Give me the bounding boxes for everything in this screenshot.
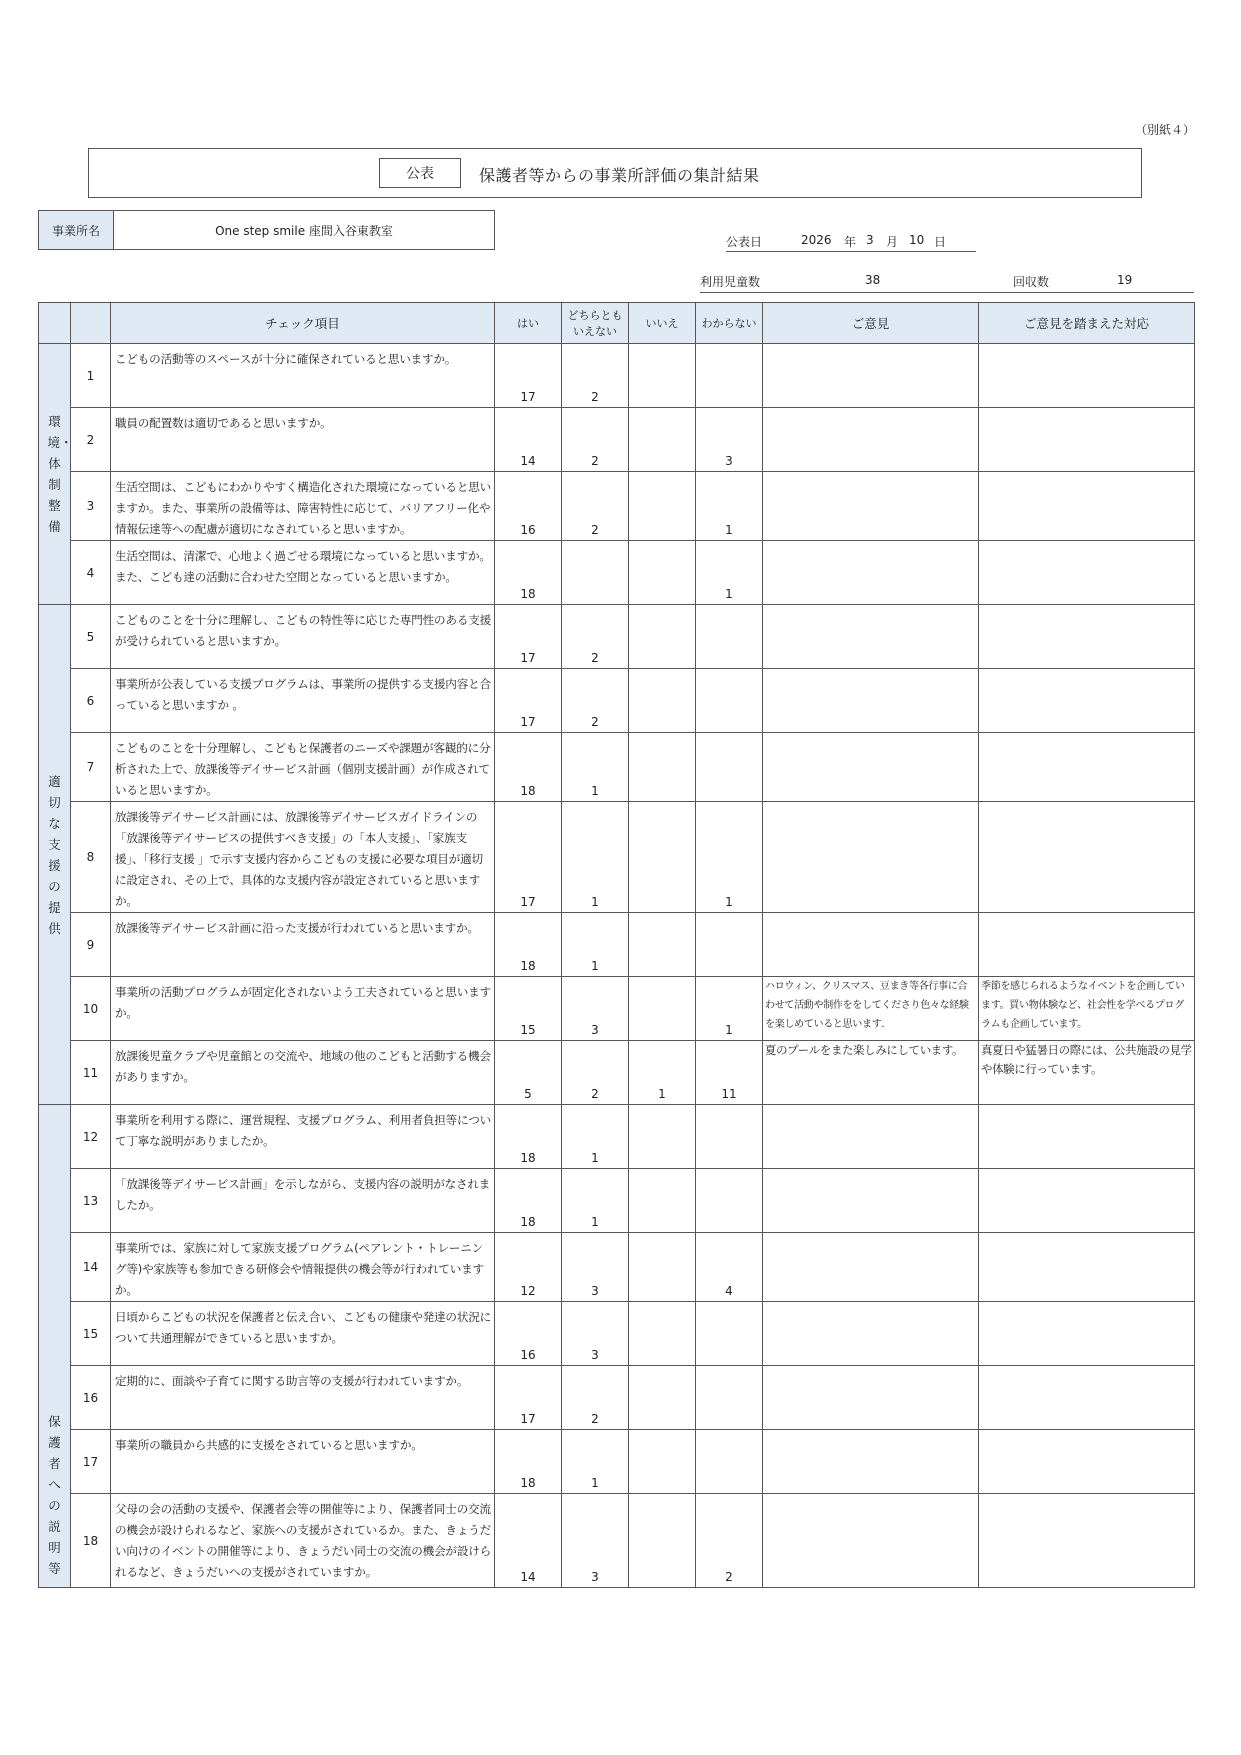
opinion-cell <box>763 913 979 977</box>
evaluation-table <box>38 302 1195 1588</box>
business-name-value: One step smile 座間入谷東教室 <box>114 211 495 250</box>
check-item-text: 事業所を利用する際に、運営規程、支援プログラム、利用者負担等について丁寧な説明がありましたか。 <box>111 1105 495 1169</box>
unknown-count <box>696 1366 763 1430</box>
opinion-cell <box>763 802 979 913</box>
table-row <box>39 472 1195 541</box>
no-count <box>629 733 696 802</box>
row-number: 12 <box>71 1105 111 1169</box>
opinion-cell <box>763 605 979 669</box>
response-cell <box>979 1302 1195 1366</box>
yes-count: 15 <box>495 977 562 1041</box>
check-item-text: 事業所の職員から共感的に支援をされていると思いますか。 <box>111 1430 495 1494</box>
category-label: 適切な支援の提供 <box>48 773 61 936</box>
unknown-count <box>696 733 763 802</box>
unknown-count: 3 <box>696 408 763 472</box>
row-number: 1 <box>71 344 111 408</box>
row-number: 8 <box>71 802 111 913</box>
neither-count: 2 <box>562 408 629 472</box>
neither-count: 2 <box>562 1041 629 1105</box>
header-check-item: チェック項目 <box>111 303 495 344</box>
yes-count: 17 <box>495 605 562 669</box>
response-cell <box>979 344 1195 408</box>
neither-count: 2 <box>562 344 629 408</box>
no-count <box>629 977 696 1041</box>
unknown-count: 1 <box>696 977 763 1041</box>
opinion-cell <box>763 669 979 733</box>
pub-date-label: 公表日 <box>726 235 763 249</box>
table-row <box>39 1233 1195 1302</box>
no-count <box>629 802 696 913</box>
unknown-count <box>696 1105 763 1169</box>
category-label: 保護者への説明等 <box>48 1414 61 1576</box>
category-cell <box>39 344 71 605</box>
pub-date-year: 2026 <box>801 233 832 247</box>
table-row <box>39 1105 1195 1169</box>
neither-count: 2 <box>562 605 629 669</box>
table-row <box>39 1169 1195 1233</box>
opinion-cell <box>763 1494 979 1588</box>
row-number: 3 <box>71 472 111 541</box>
no-count <box>629 1430 696 1494</box>
response-cell <box>979 1366 1195 1430</box>
table-row <box>39 1430 1195 1494</box>
check-item-text: 放課後児童クラブや児童館との交流や、地域の他のこどもと活動する機会がありますか。 <box>111 1041 495 1105</box>
neither-count <box>562 541 629 605</box>
unknown-count <box>696 1302 763 1366</box>
check-item-text: 事業所が公表している支援プログラムは、事業所の提供する支援内容と合っていると思いますか 。 <box>111 669 495 733</box>
yes-count: 17 <box>495 669 562 733</box>
no-count <box>629 669 696 733</box>
neither-count: 3 <box>562 1494 629 1588</box>
header-row <box>39 303 1195 344</box>
row-number: 16 <box>71 1366 111 1430</box>
publication-date <box>726 231 976 252</box>
yes-count: 5 <box>495 1041 562 1105</box>
response-cell: 季節を感じられるようなイベントを企画しています。買い物体験など、社会性を学べるプログラムも企画しています。 <box>979 977 1195 1041</box>
yes-count: 14 <box>495 1494 562 1588</box>
response-cell <box>979 472 1195 541</box>
unknown-count <box>696 913 763 977</box>
neither-count: 3 <box>562 977 629 1041</box>
check-item-text: 「放課後等デイサービス計画」を示しながら、支援内容の説明がなされましたか。 <box>111 1169 495 1233</box>
table-row <box>39 344 1195 408</box>
opinion-cell <box>763 472 979 541</box>
category-cell <box>39 1105 71 1588</box>
no-count <box>629 1169 696 1233</box>
header-yes: はい <box>495 303 562 344</box>
neither-count: 3 <box>562 1233 629 1302</box>
opinion-cell <box>763 541 979 605</box>
header-neither <box>562 303 629 344</box>
yes-count: 17 <box>495 802 562 913</box>
header-number <box>71 303 111 344</box>
no-count <box>629 408 696 472</box>
no-count <box>629 605 696 669</box>
table-row <box>39 669 1195 733</box>
response-cell: 真夏日や猛暑日の際には、公共施設の見学や体験に行っています。 <box>979 1041 1195 1105</box>
no-count <box>629 472 696 541</box>
row-number: 11 <box>71 1041 111 1105</box>
category-cell <box>39 605 71 1105</box>
header-no: いいえ <box>629 303 696 344</box>
check-item-text: 定期的に、面談や子育てに関する助言等の支援が行われていますか。 <box>111 1366 495 1430</box>
response-cell <box>979 605 1195 669</box>
header-neither-line2: いえない <box>573 325 617 338</box>
no-count <box>629 1233 696 1302</box>
title-box <box>88 148 1142 198</box>
neither-count: 2 <box>562 669 629 733</box>
check-item-text: 事業所では、家族に対して家族支援プログラム(ペアレント・トレーニング等)や家族等も参加できる研修会や情報提供の機会等が行われていますか。 <box>111 1233 495 1302</box>
business-name-label: 事業所名 <box>39 211 114 250</box>
yes-count: 18 <box>495 1169 562 1233</box>
opinion-cell <box>763 408 979 472</box>
yes-count: 16 <box>495 1302 562 1366</box>
table-row <box>39 977 1195 1041</box>
no-count <box>629 913 696 977</box>
response-cell <box>979 1494 1195 1588</box>
counts-line <box>700 273 1194 293</box>
no-count <box>629 344 696 408</box>
unknown-count: 2 <box>696 1494 763 1588</box>
neither-count: 3 <box>562 1302 629 1366</box>
opinion-cell <box>763 1169 979 1233</box>
table-row <box>39 802 1195 913</box>
users-count-value: 38 <box>865 273 881 287</box>
neither-count: 1 <box>562 1169 629 1233</box>
response-cell <box>979 802 1195 913</box>
yes-count: 16 <box>495 472 562 541</box>
check-item-text: 生活空間は、こどもにわかりやすく構造化された環境になっていると思いますか。また、事業所の設備等は、障害特性に応じて、バリアフリー化や情報伝達等への配慮が適切になされていると思いますか。 <box>111 472 495 541</box>
unknown-count: 1 <box>696 472 763 541</box>
neither-count: 1 <box>562 802 629 913</box>
business-name-table <box>38 210 495 250</box>
row-number: 5 <box>71 605 111 669</box>
public-badge: 公表 <box>379 158 461 188</box>
row-number: 4 <box>71 541 111 605</box>
pub-date-day: 10 <box>909 233 925 247</box>
opinion-cell <box>763 1366 979 1430</box>
check-item-text: こどものことを十分に理解し、こどもの特性等に応じた専門性のある支援が受けられていると思いますか。 <box>111 605 495 669</box>
unknown-count <box>696 669 763 733</box>
response-cell <box>979 408 1195 472</box>
yes-count: 14 <box>495 408 562 472</box>
unknown-count <box>696 344 763 408</box>
yes-count: 18 <box>495 733 562 802</box>
response-cell <box>979 913 1195 977</box>
unknown-count: 4 <box>696 1233 763 1302</box>
table-row <box>39 541 1195 605</box>
unknown-count <box>696 1169 763 1233</box>
check-item-text: 日頃からこどもの状況を保護者と伝え合い、こどもの健康や発達の状況について共通理解ができていると思いますか。 <box>111 1302 495 1366</box>
neither-count: 2 <box>562 1366 629 1430</box>
check-item-text: こどものことを十分理解し、こどもと保護者のニーズや課題が客観的に分析された上で、放課後等デイサービス計画（個別支援計画）が作成されていると思いますか。 <box>111 733 495 802</box>
table-row <box>39 1366 1195 1430</box>
table-row <box>39 1302 1195 1366</box>
row-number: 10 <box>71 977 111 1041</box>
header-category <box>39 303 71 344</box>
row-number: 17 <box>71 1430 111 1494</box>
no-count <box>629 1366 696 1430</box>
check-item-text: 事業所の活動プログラムが固定化されないよう工夫されていると思いますか。 <box>111 977 495 1041</box>
response-cell <box>979 1233 1195 1302</box>
users-count-label: 利用児童数 <box>700 275 761 289</box>
row-number: 18 <box>71 1494 111 1588</box>
check-item-text: こどもの活動等のスペースが十分に確保されていると思いますか。 <box>111 344 495 408</box>
yes-count: 18 <box>495 541 562 605</box>
neither-count: 1 <box>562 1430 629 1494</box>
row-number: 13 <box>71 1169 111 1233</box>
table-row <box>39 913 1195 977</box>
check-item-text: 放課後等デイサービス計画には、放課後等デイサービスガイドラインの「放課後等デイサービスの提供すべき支援」の「本人支援」、「家族支援」、「移行支援 」で示す支援内容からこどもの支援に必要な項目が適切に設定され、その上で、具体的な支援内容が設定されていると思いますか。 <box>111 802 495 913</box>
opinion-cell: 夏のプールをまた楽しみにしています。 <box>763 1041 979 1105</box>
no-count <box>629 1494 696 1588</box>
page-title: 保護者等からの事業所評価の集計結果 <box>479 166 760 185</box>
opinion-cell <box>763 1302 979 1366</box>
yes-count: 18 <box>495 1105 562 1169</box>
pub-date-day-unit: 日 <box>934 235 947 249</box>
yes-count: 17 <box>495 1366 562 1430</box>
category-label: 環境・体制整備 <box>47 414 73 534</box>
table-row <box>39 408 1195 472</box>
row-number: 9 <box>71 913 111 977</box>
check-item-text: 職員の配置数は適切であると思いますか。 <box>111 408 495 472</box>
unknown-count <box>696 1430 763 1494</box>
table-row <box>39 1494 1195 1588</box>
opinion-cell <box>763 1105 979 1169</box>
neither-count: 1 <box>562 733 629 802</box>
table-row <box>39 605 1195 669</box>
unknown-count: 11 <box>696 1041 763 1105</box>
pub-date-month-unit: 月 <box>886 235 899 249</box>
header-opinion: ご意見 <box>763 303 979 344</box>
returned-count-value: 19 <box>1117 273 1133 287</box>
unknown-count: 1 <box>696 541 763 605</box>
opinion-cell <box>763 1430 979 1494</box>
header-response: ご意見を踏まえた対応 <box>979 303 1195 344</box>
no-count <box>629 541 696 605</box>
table-row <box>39 733 1195 802</box>
returned-count-label: 回収数 <box>1013 275 1050 289</box>
opinion-cell <box>763 344 979 408</box>
check-item-text: 父母の会の活動の支援や、保護者会等の開催等により、保護者同士の交流の機会が設けられるなど、家族への支援がされているか。また、きょうだい向けのイベントの開催等により、きょうだい同士の交流の機会が設けられるなど、きょうだいへの支援がされていますか。 <box>111 1494 495 1588</box>
row-number: 7 <box>71 733 111 802</box>
opinion-cell <box>763 733 979 802</box>
neither-count: 1 <box>562 913 629 977</box>
pub-date-month: 3 <box>866 233 874 247</box>
pub-date-year-unit: 年 <box>844 235 857 249</box>
check-item-text: 生活空間は、清潔で、心地よく過ごせる環境になっていると思いますか。また、こども達の活動に合わせた空間となっていると思いますか。 <box>111 541 495 605</box>
response-cell <box>979 733 1195 802</box>
response-cell <box>979 1430 1195 1494</box>
response-cell <box>979 541 1195 605</box>
yes-count: 18 <box>495 913 562 977</box>
check-item-text: 放課後等デイサービス計画に沿った支援が行われていると思いますか。 <box>111 913 495 977</box>
unknown-count: 1 <box>696 802 763 913</box>
no-count <box>629 1302 696 1366</box>
annex-label: （別紙４） <box>1135 123 1196 137</box>
opinion-cell: ハロウィン、クリスマス、豆まき等各行事に合わせて活動や制作ををしてくださり色々な経験を楽しめていると思います. <box>763 977 979 1041</box>
header-neither-line1: どちらとも <box>567 309 623 322</box>
row-number: 14 <box>71 1233 111 1302</box>
neither-count: 1 <box>562 1105 629 1169</box>
row-number: 2 <box>71 408 111 472</box>
no-count <box>629 1105 696 1169</box>
yes-count: 17 <box>495 344 562 408</box>
response-cell <box>979 669 1195 733</box>
header-unknown: わからない <box>696 303 763 344</box>
response-cell <box>979 1169 1195 1233</box>
row-number: 15 <box>71 1302 111 1366</box>
row-number: 6 <box>71 669 111 733</box>
response-cell <box>979 1105 1195 1169</box>
unknown-count <box>696 605 763 669</box>
yes-count: 12 <box>495 1233 562 1302</box>
neither-count: 2 <box>562 472 629 541</box>
table-row <box>39 1041 1195 1105</box>
no-count: 1 <box>629 1041 696 1105</box>
opinion-cell <box>763 1233 979 1302</box>
yes-count: 18 <box>495 1430 562 1494</box>
